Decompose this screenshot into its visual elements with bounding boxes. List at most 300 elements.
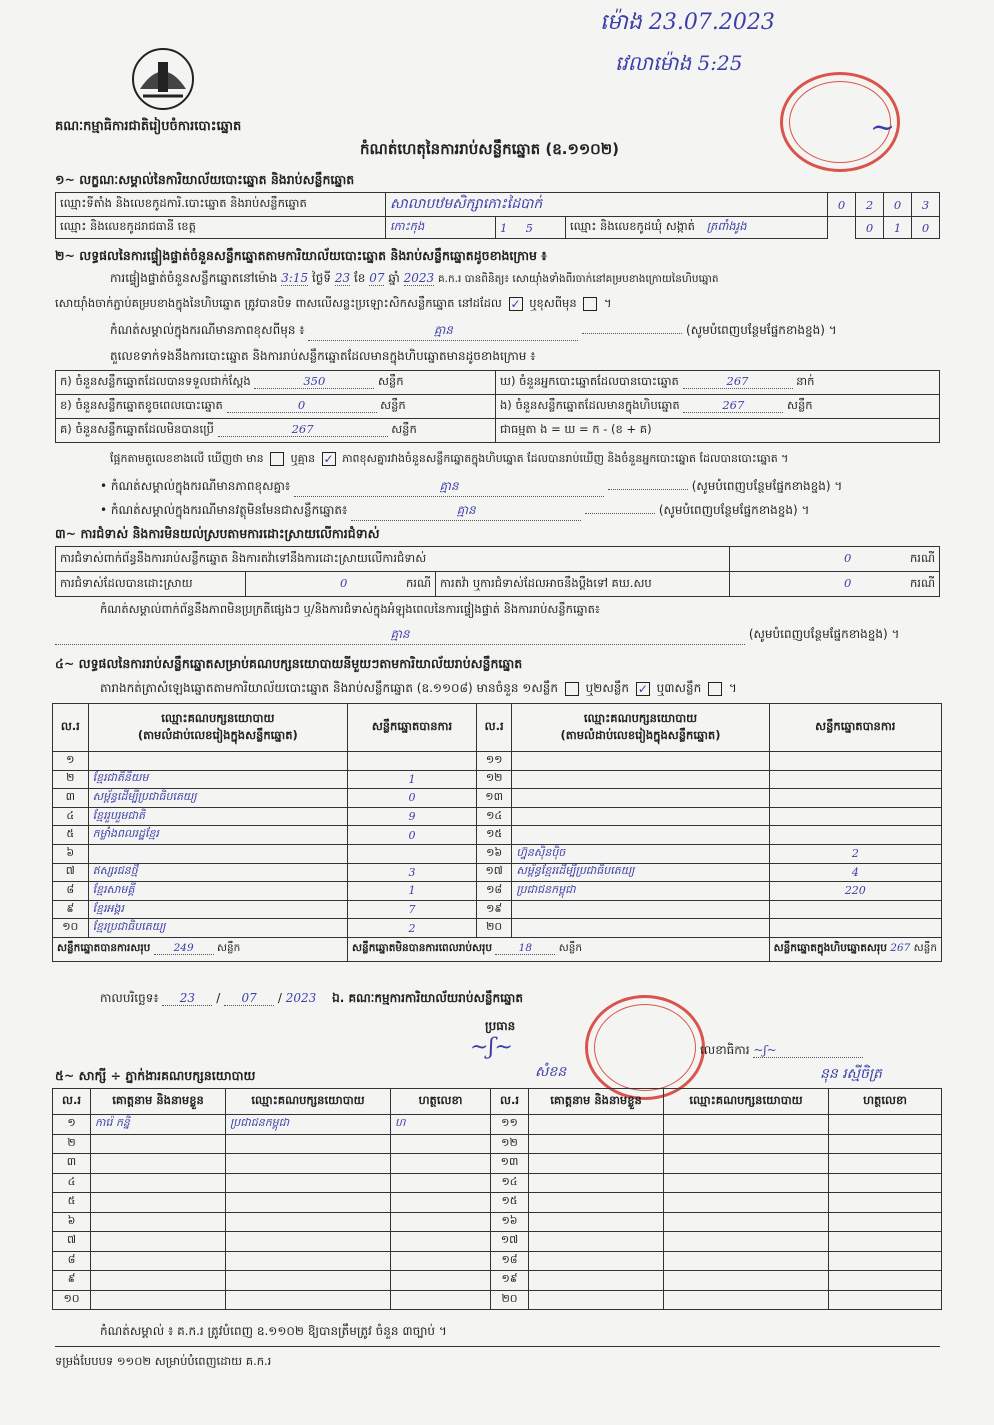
witness-signature	[829, 1115, 942, 1135]
col-sign: ហត្ថលេខា	[829, 1089, 942, 1115]
commune-code-digit: 0	[912, 217, 940, 239]
party-votes: 2	[348, 919, 477, 938]
row-no: ៧	[53, 863, 89, 882]
date-month: 07	[224, 991, 274, 1006]
party-votes	[348, 752, 477, 771]
witness-signature	[391, 1251, 491, 1271]
polling-code-digit: 0	[884, 193, 912, 217]
formula-text: ជាធម្មតា ង = ឃ = ក - (ខ + គ)	[500, 422, 652, 436]
row-no: ៧	[53, 1232, 91, 1252]
party-name: កម្លាំងពលរដ្ឋខ្មែរ	[88, 826, 347, 845]
section3-note-value: គ្មាន	[55, 626, 745, 645]
unit: សន្លឹក	[380, 398, 406, 412]
province-code-digit: 5	[525, 220, 533, 235]
witness-signature	[829, 1290, 942, 1310]
row-no: ១២	[476, 770, 512, 789]
witness-name	[91, 1154, 226, 1174]
unit: សន្លឹក	[787, 398, 813, 412]
form-title: កំណត់ហេតុនៃការរាប់សន្លឹកឆ្នោត (ឧ.១១០២)	[360, 140, 620, 158]
party-name	[88, 752, 347, 771]
witness-party	[664, 1154, 829, 1174]
row-no: ១៦	[491, 1212, 529, 1232]
witness-signature	[391, 1232, 491, 1252]
row-no: ១៨	[476, 882, 512, 901]
witness-name	[529, 1154, 664, 1174]
witness-signature	[829, 1212, 942, 1232]
party-votes	[769, 826, 941, 845]
total-box-cell	[769, 937, 941, 961]
witness-party	[664, 1134, 829, 1154]
check-day: 23	[334, 271, 351, 285]
note-label: កំណត់សម្គាល់ក្នុងករណីមានភាពខុសពីមុន ៖	[110, 323, 305, 337]
row-no: ១៥	[476, 826, 512, 845]
unit: សន្លឹក	[391, 422, 417, 436]
witness-signature	[829, 1271, 942, 1291]
unit: ករណី	[910, 575, 935, 590]
witness-name	[91, 1290, 226, 1310]
witness-party	[664, 1173, 829, 1193]
witness-signature	[829, 1193, 942, 1213]
col-party-title: ឈ្មោះគណបក្សនយោបាយ	[583, 710, 698, 725]
row-no: ៥	[53, 1193, 91, 1213]
bullet2-hint: (សូមបំពេញបន្ថែមផ្នែកខាងខ្នង) ។	[658, 503, 810, 517]
polling-code-digit: 2	[856, 193, 884, 217]
compare-line	[110, 452, 940, 468]
unit: នាក់	[796, 374, 815, 388]
spoiled-value: 0	[227, 398, 377, 413]
party-votes: 2	[769, 844, 941, 863]
section2-heading: ២~ លទ្ធផលនៃការផ្ទៀងផ្ទាត់ចំនួនសន្លឹកឆ្នោតតាមការិយាល័យបោះឆ្នោត និងរាប់សន្លឹកឆ្នោតដូចខាងក្រោម ៖	[55, 248, 547, 263]
unit: ករណី	[910, 550, 935, 565]
date-line: កាលបរិច្ឆេទ៖ 23 / 07 / 2023 ឯ. គណៈកម្មការការិយាល័យរាប់សន្លឹកឆ្នោត	[100, 991, 523, 1005]
row-no: ៦	[53, 1212, 91, 1232]
para1-text: ថ្ងៃទី	[311, 271, 331, 285]
bullet1-value: គ្មាន	[294, 478, 604, 497]
party-name: សម្ព័ន្ធខ្មែរដើម្បីប្រជាធិបតេយ្យ	[512, 863, 769, 882]
party-name	[512, 789, 769, 808]
section3-hint: (សូមបំពេញបន្ថែមផ្នែកខាងខ្នង) ។	[748, 627, 900, 641]
party-name: ខ្មែរប្រជាធិបតេយ្យ	[88, 919, 347, 938]
bullet2-label: • កំណត់សម្គាល់ក្នុងករណីមានវត្ថុមិនមែនជាសន្លឹកឆ្នោត៖	[100, 503, 348, 517]
witness-name	[91, 1193, 226, 1213]
party-name	[512, 770, 769, 789]
province-label: ឈ្មោះ និងលេខកូដរាជធានី ខេត្ត	[56, 217, 386, 239]
party-name	[88, 844, 347, 863]
row-no: ១០	[53, 1290, 91, 1310]
row-no: ១៣	[476, 789, 512, 808]
unused-label: គ) ចំនួនសន្លឹកឆ្នោតដែលមិនបានប្រើ	[60, 422, 214, 436]
section1-heading: ១~ លក្ខណៈសម្គាល់នៃការិយាល័យបោះឆ្នោត និងរាប់សន្លឹកឆ្នោត	[55, 172, 355, 187]
section2-para1	[110, 270, 940, 288]
witness-party	[226, 1173, 391, 1193]
witness-signature: ហ	[391, 1115, 491, 1135]
witness-signature	[391, 1154, 491, 1174]
para1-text: ឆ្នាំ	[388, 271, 400, 285]
row-no: ១៧	[476, 863, 512, 882]
unit: ករណី	[406, 575, 431, 590]
witness-name	[529, 1173, 664, 1193]
table-row	[53, 1134, 942, 1154]
one-sheet-checkbox[interactable]	[565, 682, 579, 696]
witness-party	[226, 1154, 391, 1174]
total-box-label: សន្លឹកឆ្នោតក្នុងហិបឆ្នោតសរុប	[773, 941, 887, 954]
resolved-label: ការជំទាស់ដែលបានដោះស្រាយ	[56, 572, 246, 597]
secretary-signature: ~ʃ~	[753, 1043, 863, 1058]
witness-party	[664, 1193, 829, 1213]
witness-name	[529, 1232, 664, 1252]
col-votes: សន្លឹកឆ្នោតបានការ	[348, 704, 477, 752]
note-dots	[582, 333, 682, 334]
intro-text: តារាងកត់ត្រាសំឡេងឆ្នោតតាមការិយាល័យបោះឆ្នោត និងរាប់សន្លឹកឆ្នោត (ឧ.១១០៨) មានចំនួន ១សន្លឹក	[100, 681, 558, 695]
table-row	[53, 826, 942, 845]
unit: សន្លឹក	[913, 941, 937, 954]
witness-name	[529, 1212, 664, 1232]
objection-value-cell	[730, 547, 940, 572]
resolved-value-cell	[246, 572, 436, 597]
party-name: ខ្មែររួបរួមជាតិ	[88, 807, 347, 826]
spoiled-label: ខ) ចំនួនសន្លឹកឆ្នោតខូចពេលបោះឆ្នោត	[60, 398, 223, 412]
objection-value: 0	[844, 550, 852, 565]
row-no: ២០	[491, 1290, 529, 1310]
row-no: ៥	[53, 826, 89, 845]
summary-intro: តួលេខទាក់ទងនឹងការបោះឆ្នោត និងការរាប់សន្លឹកឆ្នោតដែលមានក្នុងហិបឆ្នោតមានដូចខាងក្រោម ៖	[110, 349, 536, 363]
col-no: ល.រ	[476, 704, 512, 752]
appeal-value-cell	[730, 572, 940, 597]
party-votes	[769, 900, 941, 919]
table-row	[53, 1251, 942, 1271]
total-invalid-label: សន្លឹកឆ្នោតមិនបានការពេលរាប់សរុប	[352, 941, 493, 954]
section1-table	[55, 192, 940, 239]
diff-no-checkbox[interactable]: ✓	[323, 452, 334, 466]
row-no: ៣	[53, 789, 89, 808]
table-row	[53, 1115, 942, 1135]
table-row	[53, 863, 942, 882]
witness-name	[91, 1271, 226, 1291]
para2-text: ឬខុសពីមុន	[529, 296, 577, 310]
summary-cell-left	[56, 395, 496, 419]
party-votes	[769, 770, 941, 789]
party-votes: 1	[348, 882, 477, 901]
secretary-label: លេខាធិការ	[700, 1043, 750, 1057]
party-votes	[769, 919, 941, 938]
top-signature: ~	[870, 110, 896, 145]
changed-checkbox[interactable]	[583, 297, 597, 311]
row-no: ៦	[53, 844, 89, 863]
total-valid-cell	[53, 937, 348, 961]
party-votes: 4	[769, 863, 941, 882]
col-name: គោត្តនាម និងនាមខ្លួន	[529, 1089, 664, 1115]
commune-code-digit: 1	[884, 217, 912, 239]
commune-cell	[566, 217, 828, 239]
col-party: ឈ្មោះគណបក្សនយោបាយ	[226, 1089, 391, 1115]
committee-label: ឯ. គណៈកម្មការការិយាល័យរាប់សន្លឹកឆ្នោត	[332, 991, 523, 1005]
check-year: 2023	[403, 271, 435, 285]
row-no: ៩	[53, 1271, 91, 1291]
date-label: កាលបរិច្ឆេទ៖	[100, 991, 159, 1005]
section4-heading: ៤~ លទ្ធផលនៃការរាប់សន្លឹកឆ្នោតសម្រាប់គណបក្សនយោបាយនីមួយៗតាមការិយាល័យរាប់សន្លឹកឆ្នោត	[55, 656, 523, 671]
section3-heading: ៣~ ការជំទាស់ និងការមិនយល់ស្របតាមការដោះស្រាយលើការជំទាស់	[55, 526, 380, 541]
witness-body	[53, 1115, 942, 1310]
commune-code-digit: 0	[856, 217, 884, 239]
table-row	[53, 1290, 942, 1310]
unit: សន្លឹក	[558, 941, 583, 954]
row-no: ៨	[53, 1251, 91, 1271]
bullet-dots	[608, 489, 688, 490]
section2-para2: សោយ៉ាំងចាក់ភ្ជាប់គម្របខាងក្នុងនៃហិបឆ្នោត ត្រូវបានបិទ ពាសលើសន្លះប្រឡោះសិកសន្លឹកឆ្នោត នៅដដែល ✓ ឬខុសពីមុន ។	[55, 296, 612, 311]
commune-label: ឈ្មោះ និងលេខកូដឃុំ សង្កាត់	[570, 219, 695, 233]
table-row	[53, 789, 942, 808]
table-row	[53, 1271, 942, 1291]
unit: សន្លឹក	[217, 941, 241, 954]
compare-text: ឬគ្មាន	[290, 452, 316, 465]
org-name: គណៈកម្មាធិការជាតិរៀបចំការបោះឆ្នោត	[55, 119, 242, 134]
witness-signature	[391, 1271, 491, 1291]
witness-name: ការ៉េ កន្និ	[91, 1115, 226, 1135]
received-label: ក) ចំនួនសន្លឹកឆ្នោតដែលបានទទួលជាក់ស្តែង	[60, 374, 251, 388]
col-votes: សន្លឹកឆ្នោតបានការ	[769, 704, 941, 752]
section4-intro: តារាងកត់ត្រាសំឡេងឆ្នោតតាមការិយាល័យបោះឆ្នោត និងរាប់សន្លឹកឆ្នោត (ឧ.១១០៨) មានចំនួន ១សន្លឹក ឬ២សន្លឹក ✓ ឬ៣សន្លឹក ។	[100, 681, 737, 696]
received-value: 350	[254, 374, 374, 389]
blank-cell	[828, 217, 856, 239]
table-row	[53, 919, 942, 938]
row-no: ៣	[53, 1154, 91, 1174]
row-no: ២០	[476, 919, 512, 938]
witness-name	[91, 1173, 226, 1193]
witness-name	[529, 1271, 664, 1291]
party-name	[512, 807, 769, 826]
col-no: ល.រ	[53, 704, 89, 752]
in-box-value: 267	[683, 398, 783, 413]
bullet2-value: គ្មាន	[351, 502, 581, 521]
same-checkbox[interactable]: ✓	[510, 296, 521, 311]
unused-value: 267	[218, 422, 388, 437]
para2-text: សោយ៉ាំងចាក់ភ្ជាប់គម្របខាងក្នុងនៃហិបឆ្នោត ត្រូវបានបិទ ពាសលើសន្លះប្រឡោះសិកសន្លឹកឆ្នោត នៅដដែល	[55, 296, 502, 310]
col-party	[512, 704, 769, 752]
party-name	[512, 900, 769, 919]
total-valid-label: សន្លឹកឆ្នោតបានការសរុប	[57, 941, 151, 954]
witness-name	[529, 1134, 664, 1154]
party-votes	[769, 789, 941, 808]
witness-name	[91, 1232, 226, 1252]
table-row	[53, 770, 942, 789]
party-votes: 3	[348, 863, 477, 882]
witness-party	[226, 1251, 391, 1271]
date-year: 2023	[285, 991, 317, 1005]
table-row	[53, 1232, 942, 1252]
compare-text: ផ្អែកតាមតួលេខខាងលើ ឃើញថា មាន	[110, 452, 264, 465]
party-name: ឥស្សរជនថ្មី	[88, 863, 347, 882]
party-votes	[769, 807, 941, 826]
summary-cell-left	[56, 371, 496, 395]
party-votes	[769, 752, 941, 771]
province-code-cell	[496, 217, 566, 239]
summary-cell-right	[496, 419, 940, 443]
table-row	[53, 1154, 942, 1174]
three-sheet-checkbox[interactable]	[708, 682, 722, 696]
footer-divider	[55, 1346, 940, 1347]
table-row	[53, 1173, 942, 1193]
witness-signature	[829, 1251, 942, 1271]
secretary-name: នុន រស្មីចិត្រ	[820, 1066, 882, 1082]
chair-label: ប្រធាន	[485, 1019, 516, 1033]
witness-signature	[391, 1290, 491, 1310]
witness-name	[91, 1251, 226, 1271]
witness-party	[226, 1134, 391, 1154]
witness-party: ប្រជាជនកម្ពុជា	[226, 1115, 391, 1135]
row-no: ១៩	[491, 1271, 529, 1291]
col-no: ល.រ	[53, 1089, 91, 1115]
witness-signature	[391, 1134, 491, 1154]
table-row	[53, 807, 942, 826]
party-votes: 1	[348, 770, 477, 789]
witness-party	[664, 1251, 829, 1271]
row-no: ១០	[53, 919, 89, 938]
official-stamp-middle	[585, 995, 705, 1100]
witness-party	[226, 1193, 391, 1213]
party-name	[512, 919, 769, 938]
summary-table	[55, 370, 940, 443]
row-no: ១១	[476, 752, 512, 771]
party-votes: 9	[348, 807, 477, 826]
row-no: ១៥	[491, 1193, 529, 1213]
section2-note	[110, 322, 940, 341]
row-no: ១១	[491, 1115, 529, 1135]
row-no: ១៦	[476, 844, 512, 863]
table-row	[53, 900, 942, 919]
note-value: គ្មាន	[308, 322, 578, 341]
polling-code-digit: 0	[828, 193, 856, 217]
intro-text: ឬ២សន្លឹក	[585, 681, 630, 695]
bullet1-label: • កំណត់សម្គាល់ក្នុងករណីមានភាពខុសគ្នា៖	[100, 479, 291, 493]
summary-cell-right	[496, 395, 940, 419]
witness-name	[529, 1115, 664, 1135]
province-code-digit: 1	[500, 220, 508, 235]
summary-cell-right	[496, 371, 940, 395]
two-sheet-checkbox[interactable]: ✓	[637, 681, 648, 696]
resolved-value: 0	[340, 575, 348, 590]
party-votes: 0	[348, 826, 477, 845]
row-no: ១២	[491, 1134, 529, 1154]
nec-logo-icon	[128, 44, 198, 114]
party-name: ប្រជាជនកម្ពុជា	[512, 882, 769, 901]
party-votes	[348, 844, 477, 863]
polling-code-digit: 3	[912, 193, 940, 217]
chair-signature: ~ʃ~	[470, 1035, 513, 1060]
row-no: ១៤	[491, 1173, 529, 1193]
bullet-dots	[585, 513, 655, 514]
voters-value: 267	[683, 374, 793, 389]
chair-name: សំខន	[535, 1064, 567, 1080]
secretary-line	[700, 1042, 863, 1060]
row-no: ៤	[53, 1173, 91, 1193]
col-name: គោត្តនាម និងនាមខ្លួន	[91, 1089, 226, 1115]
witness-party	[664, 1232, 829, 1252]
objection-label: ការជំទាស់ពាក់ព័ន្ធនឹងការរាប់សន្លឹកឆ្នោត និងការតវ៉ាទៅនឹងការដោះស្រាយលើការជំទាស់	[56, 547, 730, 572]
table-row	[53, 844, 942, 863]
total-valid-value: 249	[154, 942, 214, 955]
party-votes: 220	[769, 882, 941, 901]
row-no: ១៧	[491, 1232, 529, 1252]
polling-station-name: សាលាបឋមសិក្សាកោះដៃបាក់	[386, 193, 828, 217]
party-votes: 0	[348, 789, 477, 808]
row-no: ១៨	[491, 1251, 529, 1271]
witness-signature	[391, 1193, 491, 1213]
table-row	[53, 882, 942, 901]
col-party: ឈ្មោះគណបក្សនយោបាយ	[664, 1089, 829, 1115]
witness-name	[529, 1251, 664, 1271]
total-box-value: 267	[890, 941, 911, 954]
row-no: ១៩	[476, 900, 512, 919]
witness-party	[226, 1212, 391, 1232]
bullet1	[100, 478, 940, 497]
total-invalid-cell	[348, 937, 770, 961]
witness-signature	[391, 1212, 491, 1232]
compare-text: ភាពខុសគ្នារវាងចំនួនសន្លឹកឆ្នោតក្នុងហិបឆ្នោត ដែលបានរាប់ឃើញ និងចំនួនអ្នកបោះឆ្នោត ដែលបានបោះឆ្នោត ។	[342, 452, 789, 465]
row-no: ២	[53, 770, 89, 789]
row-no: ៨	[53, 882, 89, 901]
row-no: ៤	[53, 807, 89, 826]
results-table	[52, 703, 942, 962]
col-party	[88, 704, 347, 752]
witness-signature	[829, 1154, 942, 1174]
witness-party	[226, 1232, 391, 1252]
row-no: ១៣	[491, 1154, 529, 1174]
witness-party	[226, 1271, 391, 1291]
summary-cell-left	[56, 419, 496, 443]
table-row	[53, 1212, 942, 1232]
unit: សន្លឹក	[377, 374, 404, 388]
party-name: ខ្មែរសាមគ្គី	[88, 882, 347, 901]
party-name: ខ្មែរអង្គរ	[88, 900, 347, 919]
witness-party	[226, 1290, 391, 1310]
witness-name	[529, 1290, 664, 1310]
col-party-sub: (តាមលំដាប់លេខរៀងក្នុងសន្លឹកឆ្នោត)	[137, 727, 298, 742]
witness-signature	[391, 1173, 491, 1193]
witness-signature	[829, 1232, 942, 1252]
table-row	[53, 1193, 942, 1213]
appeal-value: 0	[844, 575, 852, 590]
witness-table	[52, 1088, 942, 1310]
check-month: 07	[369, 271, 385, 285]
total-invalid-value: 18	[495, 942, 555, 955]
results-body	[53, 752, 942, 938]
para1-text: ការផ្ទៀងផ្ទាត់ចំនួនសន្លឹកឆ្នោតនៅម៉ោង	[110, 271, 278, 285]
col-no: ល.រ	[491, 1089, 529, 1115]
col-sign: ហត្ថលេខា	[391, 1089, 491, 1115]
check-time: 3:15	[281, 271, 309, 285]
witness-party	[664, 1212, 829, 1232]
para1-text: ខែ	[353, 271, 366, 285]
row-no: ១	[53, 1115, 91, 1135]
row-no: ១៤	[476, 807, 512, 826]
witness-party	[664, 1290, 829, 1310]
row-no: ៩	[53, 900, 89, 919]
section3-note-label: កំណត់សម្គាល់ពាក់ព័ន្ធនឹងភាពមិនប្រក្រតីផ្សេងៗ ឬ/និងការជំទាស់ក្នុងអំឡុងពេលនៃការផ្ទៀងផ្ទាត់ និងការរាប់សន្លឹកឆ្នោត៖	[100, 602, 600, 616]
diff-yes-checkbox[interactable]	[270, 452, 284, 466]
party-name: ខ្មែរជាតិនិយម	[88, 770, 347, 789]
table-row	[53, 752, 942, 771]
note-hint: (សូមបំពេញបន្ថែមផ្នែកខាងខ្នង) ។	[686, 323, 837, 337]
appeal-label: ការតវ៉ា ឬការជំទាស់ដែលអាចនឹងប្តឹងទៅ គឃ.សប	[436, 572, 730, 597]
col-party-title: ឈ្មោះគណបក្សនយោបាយ	[161, 710, 275, 725]
party-name: ហ្វ៊ុនស៊ិនប៉ិច	[512, 844, 769, 863]
bullet1-hint: (សូមបំពេញបន្ថែមផ្នែកខាងខ្នង) ។	[691, 479, 843, 493]
footer-note: កំណត់សម្គាល់ ៖ គ.ក.រ ត្រូវបំពេញ ឧ.១១០២ ឱ្យបានត្រឹមត្រូវ ចំនួន ៣ច្បាប់ ។	[100, 1324, 447, 1338]
witness-party	[664, 1271, 829, 1291]
voters-label: ឃ) ចំនួនអ្នកបោះឆ្នោតដែលបានបោះឆ្នោត	[500, 374, 679, 388]
party-name	[512, 826, 769, 845]
top-annotation-line1: ម៉ោង 23.07.2023	[600, 10, 775, 35]
